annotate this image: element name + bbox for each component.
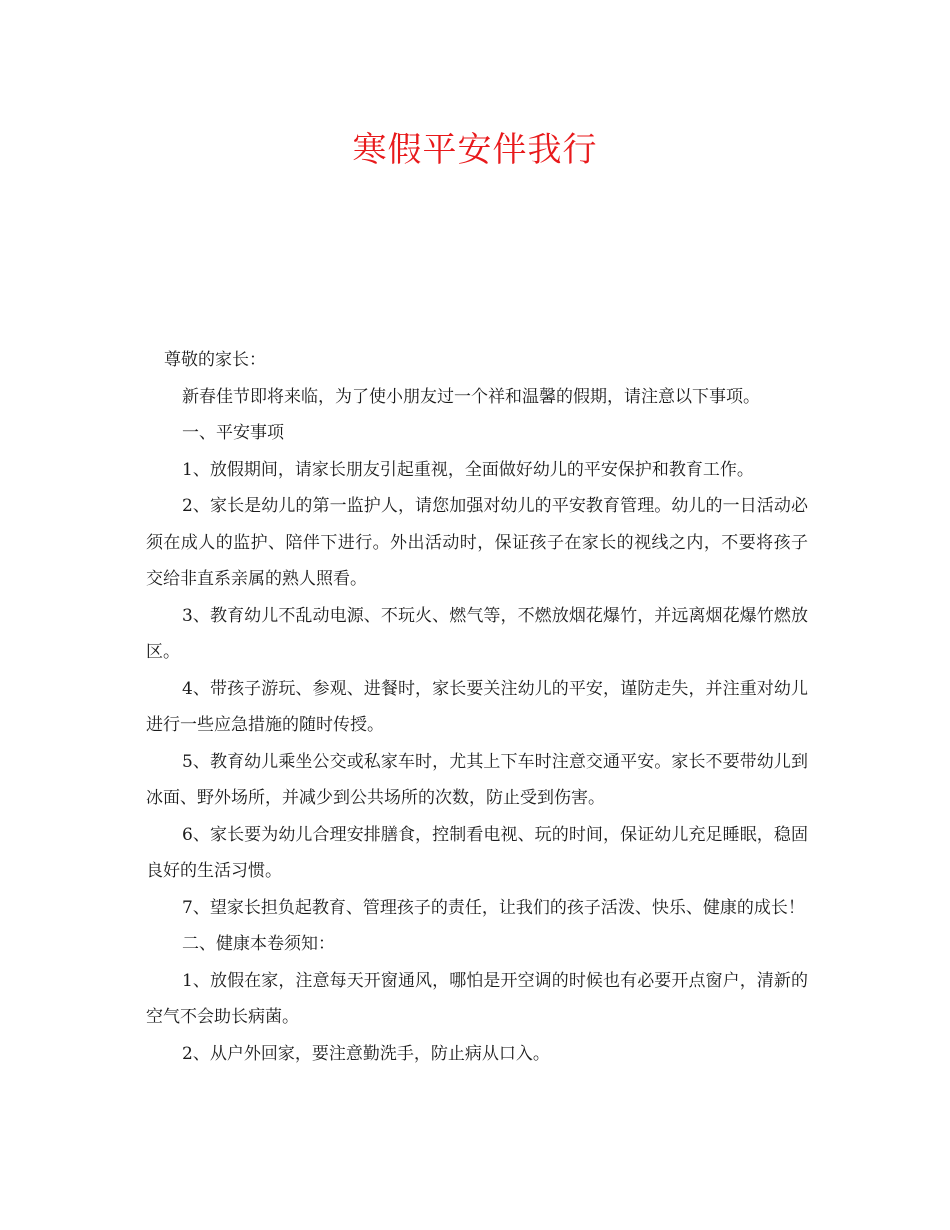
section-heading-safety: 一、平安事项 — [182, 423, 284, 443]
health-item-2: 2、从户外回家，要注意勤洗手，防止病从口入。 — [182, 1043, 550, 1064]
salutation: 尊敬的家长： — [164, 350, 266, 370]
section-heading-health: 二、健康本卷须知： — [182, 934, 335, 954]
safety-item-3: 3、教育幼儿不乱动电源、不玩火、燃气等，不燃放烟花爆竹，并远离烟花爆竹燃放区。 — [146, 605, 808, 662]
safety-item-7: 7、望家长担负起教育、管理孩子的责任，让我们的孩子活泼、快乐、健康的成长！ — [182, 897, 805, 918]
intro-paragraph: 新春佳节即将来临，为了使小朋友过一个祥和温馨的假期，请注意以下事项。 — [182, 386, 760, 407]
safety-item-4: 4、带孩子游玩、参观、进餐时，家长要关注幼儿的平安，谨防走失，并注重对幼儿进行一些应急措施的随时传授。 — [146, 678, 808, 735]
document-title: 寒假平安伴我行 — [352, 130, 598, 170]
safety-item-5: 5、教育幼儿乘坐公交或私家车时，尤其上下车时注意交通平安。家长不要带幼儿到冰面、野外场所，并减少到公共场所的次数，防止受到伤害。 — [146, 751, 808, 808]
document-body — [146, 342, 808, 1072]
safety-item-2: 2、家长是幼儿的第一监护人，请您加强对幼儿的平安教育管理。幼儿的一日活动必须在成人的监护、陪伴下进行。外出活动时，保证孩子在家长的视线之内，不要将孩子交给非直系亲属的熟人照看。 — [146, 496, 808, 589]
health-item-1: 1、放假在家，注意每天开窗通风，哪怕是开空调的时候也有必要开点窗户，清新的空气不会助长病菌。 — [146, 970, 808, 1027]
safety-item-6: 6、家长要为幼儿合理安排膳食，控制看电视、玩的时间，保证幼儿充足睡眠，稳固良好的生活习惯。 — [146, 824, 808, 881]
safety-item-1: 1、放假期间，请家长朋友引起重视，全面做好幼儿的平安保护和教育工作。 — [182, 459, 754, 480]
